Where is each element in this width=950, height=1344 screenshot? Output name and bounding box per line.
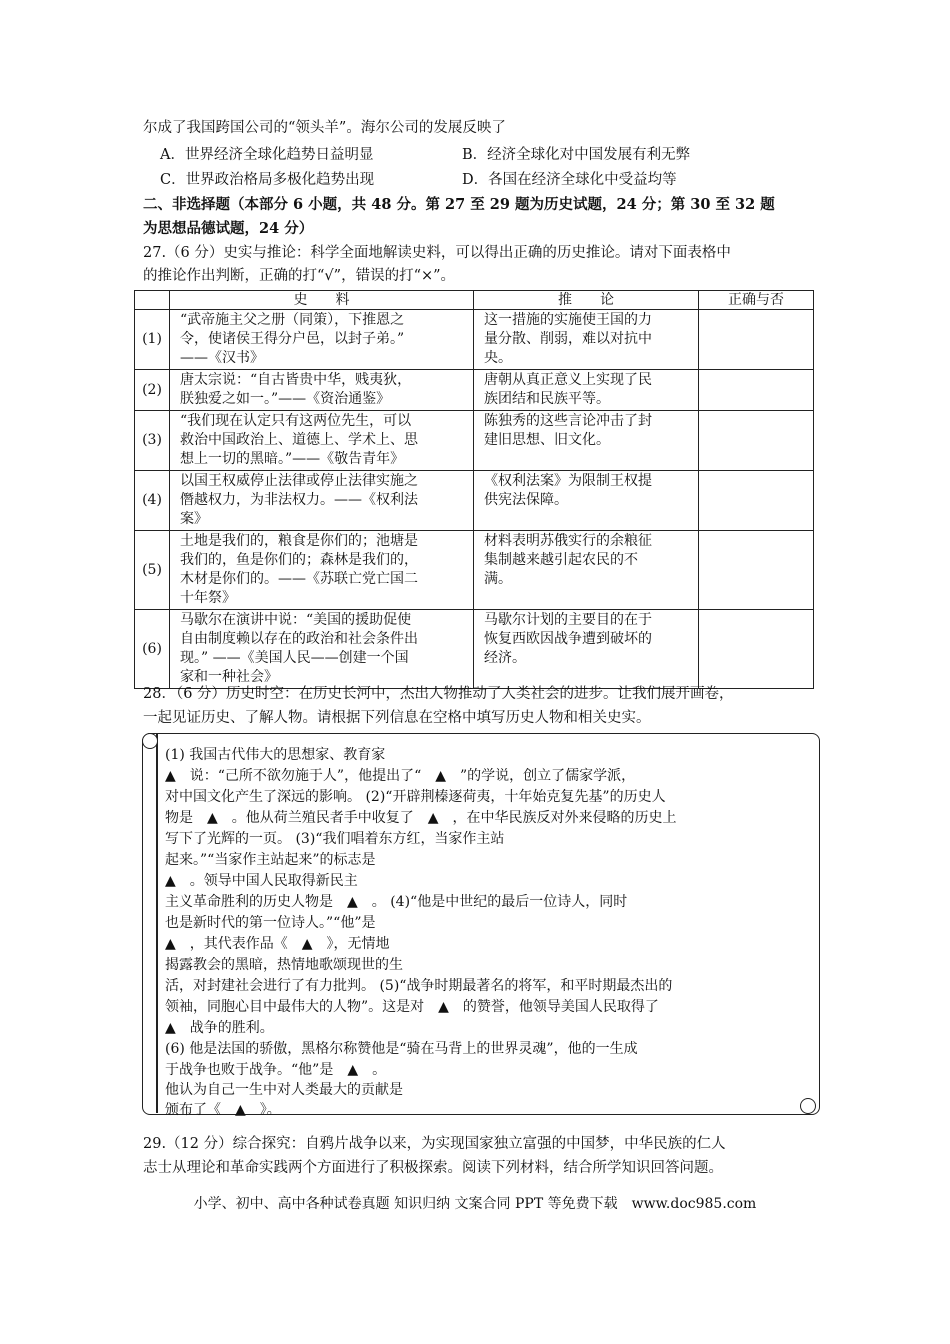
page-footer: 小学、初中、高中各种试卷真题 知识归纳 文案合同 PPT 等免费下载 www.doc985.com: [193, 1196, 757, 1212]
source-line: “武帝施主父之册（同策），下推恩之: [180, 312, 405, 328]
header-judgement: 正确与否: [699, 291, 814, 310]
inference-line: 陈独秀的这些言论冲击了封: [484, 413, 652, 429]
inference-line: 集制越来越引起农民的不: [484, 552, 638, 568]
scroll-line: (6) 他是法国的骄傲，黑格尔称赞他是“骑在马背上的世界灵魂”，他的一生成: [165, 1041, 638, 1057]
row-judgement-cell[interactable]: [699, 411, 814, 471]
row-number: (4): [135, 471, 170, 531]
row-inference: [474, 531, 699, 610]
row-inference: [474, 411, 699, 471]
scroll-rod: [156, 733, 158, 1113]
source-line: 朕独爱之如一。”——《资治通鉴》: [180, 391, 391, 407]
option-a: A．世界经济全球化趋势日益明显: [160, 147, 374, 163]
row-number: (6): [135, 610, 170, 689]
scroll-line: ▲ ，其代表作品《 ▲ 》，无情地: [165, 936, 390, 952]
row-number: (1): [135, 310, 170, 370]
inference-line: 材料表明苏俄实行的余粮征: [484, 533, 652, 549]
source-line: ——《汉书》: [180, 350, 264, 366]
q27-table: [134, 290, 814, 689]
table-row: [135, 531, 814, 610]
source-line: “我们现在认定只有这两位先生，可以: [180, 413, 412, 429]
scroll-line: 领袖，同胞心目中最伟大的人物”。这是对 ▲ 的赞誉，他领导美国人民取得了: [165, 999, 659, 1015]
q29-prompt-line2: 志士从理论和革命实践两个方面进行了积极探索。阅读下列材料，结合所学知识回答问题。: [143, 1160, 723, 1176]
scroll-line: 于战争也败于战争。“他”是 ▲ 。: [165, 1062, 387, 1078]
scroll-line: (1) 我国古代伟大的思想家、教育家: [165, 747, 386, 763]
inference-line: 唐朝从真正意义上实现了民: [484, 372, 652, 388]
row-number: (3): [135, 411, 170, 471]
inference-line: 族团结和民族平等。: [484, 391, 610, 407]
source-line: 现。” ——《美国人民——创建一个国: [180, 650, 409, 666]
source-line: 想上一切的黑暗。”——《敬告青年》: [180, 451, 405, 467]
scroll-line: 活，对封建社会进行了有力批判。 (5)“战争时期最著名的将军，和平时期最杰出的: [165, 978, 673, 994]
scroll-curl-bottom-icon: [800, 1098, 816, 1114]
option-c: C．世界政治格局多极化趋势出现: [160, 172, 375, 188]
source-line: 土地是我们的，粮食是你们的；池塘是: [180, 533, 418, 549]
scroll-line: 起来。”“当家作主站起来”的标志是: [165, 852, 376, 868]
inference-line: 央。: [484, 350, 512, 366]
table-row: [135, 411, 814, 471]
scroll-line: 写下了光辉的一页。 (3)“我们唱着东方红，当家作主站: [165, 831, 505, 847]
row-source: [170, 310, 474, 370]
row-inference: [474, 370, 699, 411]
inference-line: 经济。: [484, 650, 526, 666]
source-line: 木材是你们的。——《苏联亡党亡国二: [180, 571, 418, 587]
inference-line: 建旧思想、旧文化。: [484, 432, 610, 448]
q27-prompt-line2: 的推论作出判断，正确的打“√”，错误的打“×”。: [143, 268, 456, 284]
scroll-line: ▲ 战争的胜利。: [165, 1020, 274, 1036]
row-inference: [474, 471, 699, 531]
inference-line: 马歇尔计划的主要目的在于: [484, 612, 652, 628]
inference-line: 供宪法保障。: [484, 492, 568, 508]
option-d: D．各国在经济全球化中受益均等: [462, 172, 677, 188]
source-line: 以国王权威停止法律或停止法律实施之: [180, 473, 418, 489]
scroll-line: 也是新时代的第一位诗人。”“他”是: [165, 915, 376, 931]
scroll-line: 物是 ▲ 。他从荷兰殖民者手中收复了 ▲ ，在中华民族反对外来侵略的历史上: [165, 810, 677, 826]
row-source: [170, 531, 474, 610]
source-line: 僭越权力，为非法权力。——《权利法: [180, 492, 418, 508]
table-row: [135, 370, 814, 411]
option-b: B．经济全球化对中国发展有利无弊: [462, 147, 691, 163]
scroll-line: 颁布了《 ▲ 》。: [165, 1102, 281, 1118]
source-line: 令，使诸侯王得分户邑，以封子弟。”: [180, 331, 405, 347]
scroll-line: 揭露教会的黑暗，热情地歌颂现世的生: [165, 957, 403, 973]
row-source: [170, 610, 474, 689]
q29-prompt-line1: 29.（12 分）综合探究：自鸦片战争以来，为实现国家独立富强的中国梦，中华民族的仁人: [143, 1136, 726, 1152]
q28-prompt-line1: 28．（6 分）历史时空：在历史长河中，杰出人物推动了人类社会的进步。让我们展开画卷，: [143, 686, 734, 702]
table-row: [135, 310, 814, 370]
source-line: 十年祭》: [180, 590, 236, 606]
source-line: 家和一种社会》: [180, 669, 278, 685]
row-judgement-cell[interactable]: [699, 531, 814, 610]
inference-line: 这一措施的实施使王国的力: [484, 312, 652, 328]
row-source: [170, 411, 474, 471]
inference-line: 恢复西欧因战争遭到破坏的: [484, 631, 652, 647]
scroll-line: 对中国文化产生了深远的影响。 (2)“开辟荆榛逐荷夷，十年始克复先基”的历史人: [165, 789, 666, 805]
inference-line: 量分散、削弱，难以对抗中: [484, 331, 652, 347]
q28-prompt-line2: 一起见证历史、了解人物。请根据下列信息在空格中填写历史人物和相关史实。: [143, 710, 651, 726]
source-line: 唐太宗说：“自古皆贵中华，贱夷狄，: [180, 372, 412, 388]
row-number: (5): [135, 531, 170, 610]
section2-heading-line1: 二、非选择题（本部分 6 小题，共 48 分。第 27 至 29 题为历史试题，24 分；第 30 至 32 题: [143, 196, 775, 213]
row-number: (2): [135, 370, 170, 411]
row-source: [170, 370, 474, 411]
scroll-line: 他认为自己一生中对人类最大的贡献是: [165, 1082, 403, 1098]
row-source: [170, 471, 474, 531]
header-inference: 推 论: [474, 291, 699, 310]
source-line: 案》: [180, 511, 208, 527]
table-row: [135, 471, 814, 531]
table-row: [135, 610, 814, 689]
scroll-line: 主义革命胜利的历史人物是 ▲ 。 (4)“他是中世纪的最后一位诗人，同时: [165, 894, 628, 910]
header-source: 史 料: [170, 291, 474, 310]
intro-line: 尔成了我国跨国公司的“领头羊”。海尔公司的发展反映了: [143, 120, 506, 136]
q27-prompt-line1: 27.（6 分）史实与推论：科学全面地解读史料，可以得出正确的历史推论。请对下面表格中: [143, 245, 731, 261]
header-num: [135, 291, 170, 310]
section2-heading-line2: 为思想品德试题，24 分）: [143, 220, 314, 237]
inference-line: 《权利法案》为限制王权提: [484, 473, 652, 489]
source-line: 救治中国政治上、道德上、学术上、思: [180, 432, 418, 448]
source-line: 马歇尔在演讲中说：“美国的援助促使: [180, 612, 412, 628]
source-line: 我们的，鱼是你们的；森林是我们的，: [180, 552, 418, 568]
table-header-row: [135, 291, 814, 310]
scroll-line: ▲ 说：“己所不欲勿施于人”，他提出了“ ▲ ”的学说，创立了儒家学派，: [165, 768, 636, 784]
scroll-curl-top-icon: [142, 733, 158, 749]
row-judgement-cell[interactable]: [699, 610, 814, 689]
inference-line: 满。: [484, 571, 512, 587]
row-judgement-cell[interactable]: [699, 310, 814, 370]
row-inference: [474, 610, 699, 689]
row-judgement-cell[interactable]: [699, 370, 814, 411]
source-line: 自由制度赖以存在的政治和社会条件出: [180, 631, 418, 647]
row-inference: [474, 310, 699, 370]
row-judgement-cell[interactable]: [699, 471, 814, 531]
scroll-line: ▲ 。领导中国人民取得新民主: [165, 873, 358, 889]
